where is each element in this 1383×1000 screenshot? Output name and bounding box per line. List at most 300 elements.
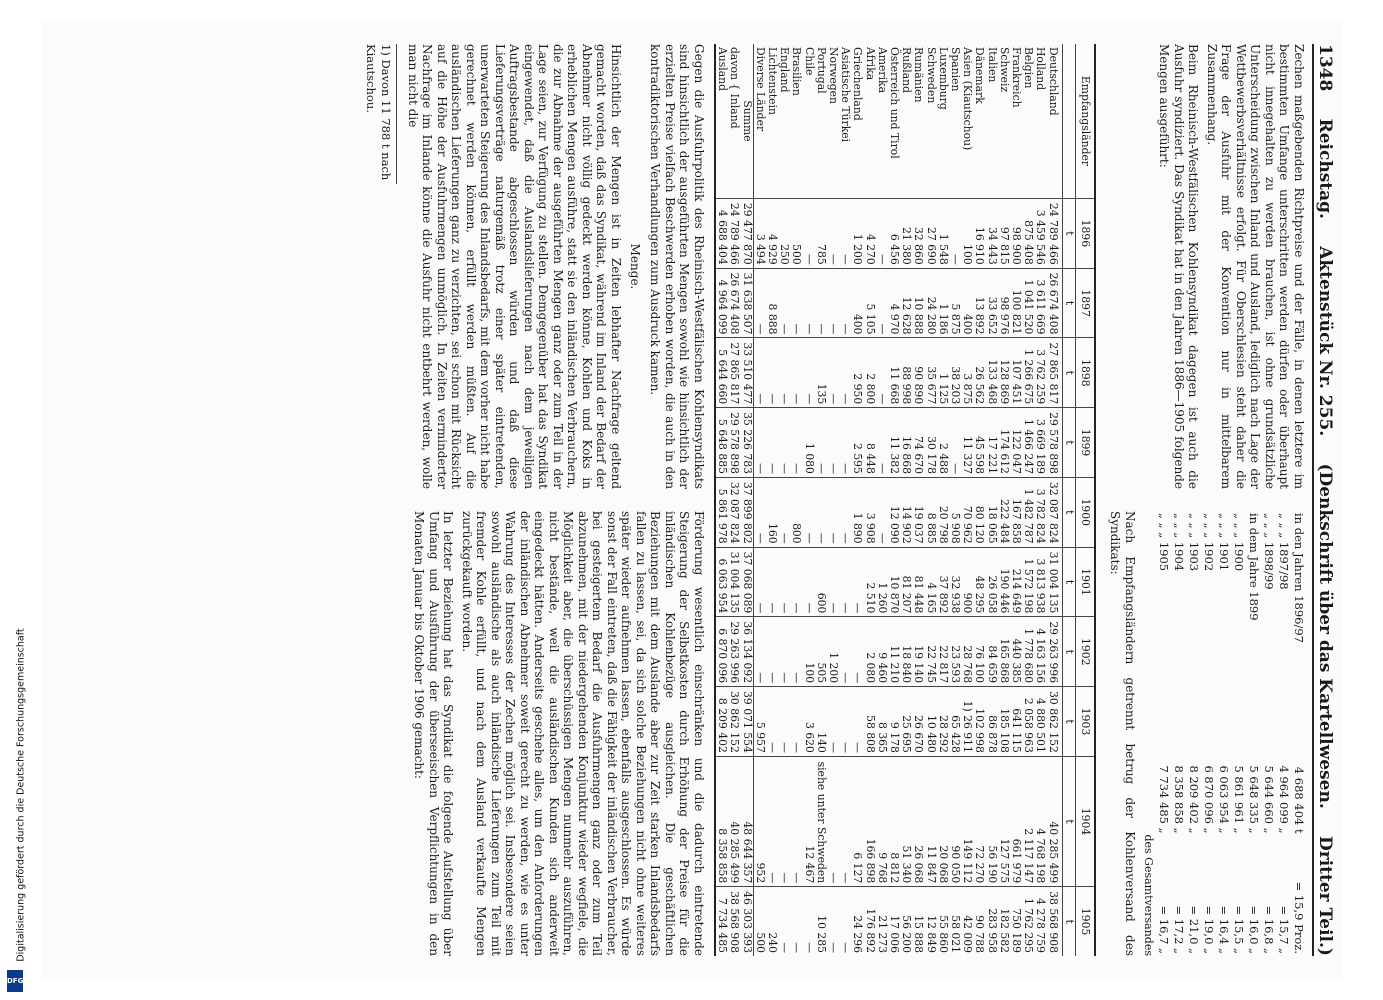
- column-header-year: 1897: [1075, 268, 1095, 338]
- row-label: Chile: [802, 47, 816, 76]
- column-header-year: 1898: [1075, 338, 1095, 408]
- table-cell: 12 090: [887, 477, 899, 547]
- table-row: [826, 44, 838, 956]
- table-cell: 2 800: [863, 338, 875, 408]
- table-cell: 22 817: [936, 617, 948, 687]
- table-cell: —: [826, 477, 838, 547]
- table-cell: 90 050: [948, 756, 960, 886]
- column-header-year: 1900: [1075, 477, 1095, 547]
- table-row: [973, 44, 985, 956]
- body-right-column: [363, 511, 706, 956]
- table-cell: —: [826, 338, 838, 408]
- export-stat-share: = 16,8 „: [1261, 905, 1276, 954]
- table-cell: 58 021: [948, 887, 960, 956]
- unit-cell: t: [1062, 477, 1075, 547]
- table-row: [985, 44, 997, 956]
- table-cell: 4 270: [863, 199, 875, 269]
- table-cell: 4 278 759: [1034, 887, 1046, 956]
- export-stat-amount: 8 358 858 „: [1171, 765, 1186, 834]
- table-cell: 17 006: [887, 887, 899, 956]
- table-cell: 24 789 466: [1046, 199, 1062, 269]
- table-row: [936, 44, 948, 956]
- table-cell: 4 964 099: [714, 268, 727, 338]
- table-cell: 4 970: [887, 268, 899, 338]
- table-cell: 15 888: [912, 887, 924, 956]
- table-cell: —: [838, 199, 850, 269]
- davon-label: davon: [727, 47, 741, 80]
- header-subject: (Denkschrift über das Kartellwesen.: [1314, 463, 1335, 809]
- table-cell: 39 071 554: [740, 687, 753, 757]
- table-cell: 72 270: [973, 756, 985, 886]
- export-stat-share: = 16,0 „: [1246, 905, 1261, 954]
- table-cell: 1 266 675: [1021, 338, 1033, 408]
- rotated-page: [42, 20, 1342, 980]
- row-label: Lichtenstein: [765, 47, 779, 115]
- table-cell: 875 408: [1021, 199, 1033, 269]
- table-cell: 176 892: [863, 887, 875, 956]
- intro-right-column: [1104, 511, 1306, 956]
- body-paragraph-4: In letzter Beziehung hat das Syndikat die folgende Aufstellung über Umfang und Ausführung der überseeischen Verpflichtungen in den Monaten Januar bis Oktober 1906 gemacht:: [411, 511, 455, 956]
- table-cell: 185 108: [997, 687, 1009, 757]
- table-cell: 23 593: [948, 617, 960, 687]
- table-cell: 167 858: [1009, 477, 1021, 547]
- table-cell: 10 888: [912, 268, 924, 338]
- table-cell: 30 862 152: [1046, 687, 1062, 757]
- table-cell: 3 459 546: [1034, 199, 1046, 269]
- table-cell: 32 087 824: [1046, 477, 1062, 547]
- table-cell: 17 221: [985, 408, 997, 478]
- table-cell: —: [777, 408, 789, 478]
- table-row: [1046, 44, 1062, 956]
- table-cell: —: [875, 338, 887, 408]
- table-cell: 36 134 092: [740, 617, 753, 687]
- table-cell: —: [814, 408, 826, 478]
- table-cell: 107 451: [1009, 338, 1021, 408]
- export-stat-row: [1186, 511, 1201, 956]
- table-cell: 2 595: [851, 408, 863, 478]
- export-stat-amount: 5 648 335 „: [1246, 765, 1261, 834]
- export-stat-period: „ „ „ 1901: [1216, 513, 1231, 572]
- export-stat-row: [1276, 511, 1291, 956]
- intro-columns: [1104, 44, 1306, 956]
- table-cell: 2 488: [936, 408, 948, 478]
- table-cell: 28 292: [936, 687, 948, 757]
- table-cell: 11 327: [960, 408, 972, 478]
- table-cell: 6 063 954: [714, 547, 727, 617]
- table-cell: 11 382: [887, 408, 899, 478]
- table-cell: —: [765, 547, 777, 617]
- table-cell: 12 628: [899, 268, 911, 338]
- table-cell: 166 898: [863, 756, 875, 886]
- table-cell: —: [826, 756, 838, 886]
- table-cell: 26 562: [973, 338, 985, 408]
- row-label: Diverse Länder: [753, 47, 767, 132]
- table-cell: 27 865 817: [1046, 338, 1062, 408]
- table-cell: 45 598: [973, 408, 985, 478]
- row-label: Ausland: [715, 47, 729, 92]
- table-cell: —: [802, 199, 814, 269]
- table-cell: —: [838, 887, 850, 956]
- column-header-year: 1903: [1075, 687, 1095, 757]
- table-cell: 3 875: [960, 338, 972, 408]
- table-cell: 1 572 198: [1021, 547, 1033, 617]
- table-cell: 128 869: [997, 338, 1009, 408]
- table-cell: 500: [790, 199, 802, 269]
- table-cell: 600: [814, 547, 826, 617]
- column-header-year: 1905: [1075, 887, 1095, 956]
- table-cell: 1 778 680: [1021, 617, 1033, 687]
- table-cell: 37 892: [936, 547, 948, 617]
- ausland-row: [714, 44, 727, 956]
- table-cell: —: [948, 408, 960, 478]
- unit-cell: t: [1062, 408, 1075, 478]
- table-cell: 21 273: [875, 887, 887, 956]
- export-stat-period: „ „ „ 1905: [1156, 513, 1171, 572]
- table-cell: 30 178: [924, 408, 936, 478]
- inland-row: [728, 44, 740, 956]
- table-cell: 5 861 978: [714, 477, 727, 547]
- unit-row: [1062, 44, 1075, 956]
- table-cell: 174 612: [997, 408, 1009, 478]
- table-cell: 31 638 507: [740, 268, 753, 338]
- table-cell: 1 200: [851, 199, 863, 269]
- table-cell: 214 649: [1009, 547, 1021, 617]
- table-cell: 18 065: [985, 477, 997, 547]
- table-cell: 149 112: [960, 756, 972, 886]
- table-cell: —: [838, 408, 850, 478]
- table-cell: —: [777, 687, 789, 757]
- table-cell: 8 448: [863, 408, 875, 478]
- table-cell: 24 789 466: [728, 199, 740, 269]
- table-cell: 5 957: [753, 687, 766, 757]
- export-stat-share: = 16,7 „: [1156, 905, 1171, 954]
- table-cell: —: [790, 687, 802, 757]
- table-cell: 785: [814, 199, 826, 269]
- table-cell: 8 885: [924, 477, 936, 547]
- table-cell: 29 477 870: [740, 199, 753, 269]
- export-stat-share: = 16,4 „: [1216, 905, 1231, 954]
- table-cell: —: [838, 477, 850, 547]
- table-cell: 440 385: [1009, 617, 1021, 687]
- export-stat-row: [1156, 511, 1171, 956]
- table-cell: 133 468: [985, 338, 997, 408]
- export-stat-row: [1216, 511, 1231, 956]
- table-cell: —: [802, 547, 814, 617]
- table-row: [1021, 44, 1033, 956]
- table-cell: 135: [814, 338, 826, 408]
- table-row: [814, 44, 826, 956]
- table-cell: —: [838, 547, 850, 617]
- table-cell: 32 087 824: [728, 477, 740, 547]
- table-row: [1034, 44, 1046, 956]
- table-cell: —: [802, 338, 814, 408]
- footnote: 1) Davon 11 788 t nach Kiautschou.: [363, 44, 397, 184]
- table-row: [1009, 44, 1021, 956]
- body-paragraph-1: Gegen die Ausfuhrpolitik des Rheinisch-Westfälischen Kohlensyndikats sind hinsichtlich der ausgeführten Mengen sowohl wie hinsichtlich der erzielten Preise vielfach Beschwerden erhoben worden, die auch in den kontradiktorischen Verhandlungen zum Ausdruck kamen.: [647, 44, 706, 489]
- export-stat-period: „ „ „ 1903: [1186, 513, 1201, 572]
- unit-cell: t: [1062, 338, 1075, 408]
- table-cell: 81 207: [899, 547, 911, 617]
- table-cell: 1 260: [875, 547, 887, 617]
- column-header-year: 1904: [1075, 756, 1095, 886]
- table-cell: 29 578 898: [728, 408, 740, 478]
- table-cell: 4 768 198: [1034, 756, 1046, 886]
- table-cell: 98 900: [1009, 199, 1021, 269]
- table-cell: 14 902: [899, 477, 911, 547]
- intro-paragraph-2: Beim Rheinisch-Westfälischen Kohlensyndikat dagegen ist auch die Ausfuhr syndiziert. Das Syndikat hat in den Jahren 1886—1905 folgende Mengen ausgeführt:: [1157, 44, 1200, 489]
- table-cell: —: [826, 268, 838, 338]
- table-cell: 8 888: [765, 268, 777, 338]
- row-label: Holland: [1033, 47, 1047, 91]
- digitization-credit: [14, 600, 28, 990]
- table-cell: 90 788: [973, 887, 985, 956]
- table-cell: —: [826, 199, 838, 269]
- table-cell: 35 226 783: [740, 408, 753, 478]
- unit-row-spacer: [1062, 44, 1075, 199]
- table-cell: —: [814, 477, 826, 547]
- table-cell: 500: [753, 887, 766, 956]
- intro-paragraph-1: Zechen maßgebenden Richtpreise und der Fälle, in denen letztere im bestimmten Umfange unterschritten werden dürfen oder überhaupt nicht innegehalten zu werden brauchen, ist ohne grundsätzliche Unterscheidung zwischen Inland und Ausland, lediglich nach Lage der Wettbewerbsverhältnisse erfolgt. Für Oberschlesien steht daher die Frage der Ausfuhr mit der Konvention nur in mittelbarem Zusammenhang.: [1204, 44, 1306, 489]
- table-cell: —: [777, 617, 789, 687]
- row-label: Asien (Kiautschou): [960, 47, 974, 151]
- table-cell: 661 979: [1009, 756, 1021, 886]
- document-page: [62, 44, 1335, 956]
- body-left-column: [363, 44, 706, 489]
- table-cell: 3 782 824: [1034, 477, 1046, 547]
- table-cell: 37 068 089: [740, 547, 753, 617]
- table-cell: —: [826, 408, 838, 478]
- table-cell: 35 677: [924, 338, 936, 408]
- row-label: Italien: [985, 47, 999, 83]
- table-cell: —: [777, 338, 789, 408]
- table-cell: 13 892: [973, 268, 985, 338]
- export-stat-amount: 6 870 096 „: [1201, 765, 1216, 834]
- table-cell: 1) 26 911: [960, 687, 972, 757]
- table-cell: 31 004 135: [728, 547, 740, 617]
- running-header: [1312, 44, 1335, 956]
- export-stat-amount: 7 734 485 „: [1156, 765, 1171, 834]
- export-stats-table: [1156, 511, 1306, 956]
- table-cell: —: [814, 268, 826, 338]
- table-cell: 90 890: [912, 338, 924, 408]
- column-header-year: 1902: [1075, 617, 1095, 687]
- table-cell: 38 568 908: [728, 887, 740, 956]
- table-cell: 58 808: [863, 687, 875, 757]
- table-cell: —: [765, 687, 777, 757]
- table-cell: 10 480: [924, 687, 936, 757]
- row-label: Belgien: [1021, 47, 1035, 89]
- table-cell: 2 950: [851, 338, 863, 408]
- row-label: Luxemburg: [936, 47, 950, 110]
- table-cell: 32 938: [948, 547, 960, 617]
- table-cell: 750 189: [1009, 887, 1021, 956]
- brace-label: des Gesamtversandes: [1141, 834, 1155, 956]
- export-stat-row: [1246, 511, 1261, 956]
- dfg-logo-icon: DFG: [7, 970, 23, 992]
- export-stat-share: = 21,0 „: [1186, 905, 1201, 954]
- table-cell: 19 140: [912, 617, 924, 687]
- table-cell: 11 210: [887, 617, 899, 687]
- table-cell: 25 695: [899, 687, 911, 757]
- table-cell: —: [753, 408, 766, 478]
- table-cell: 1 466 247: [1021, 408, 1033, 478]
- table-cell: —: [875, 199, 887, 269]
- table-cell: 76 100: [973, 617, 985, 687]
- table-cell: 283 958: [985, 887, 997, 956]
- table-cell: —: [753, 268, 766, 338]
- table-cell: —: [838, 617, 850, 687]
- table-cell: 165 868: [997, 617, 1009, 687]
- export-stat-period: in dem Jahre 1899: [1246, 513, 1261, 621]
- table-cell: 641 115: [1009, 687, 1021, 757]
- table-cell: —: [777, 547, 789, 617]
- table-cell: 1 080: [802, 408, 814, 478]
- table-row: [777, 44, 789, 956]
- table-cell: 100: [960, 199, 972, 269]
- export-stat-amount: 8 209 402 „: [1186, 765, 1201, 834]
- table-cell: —: [765, 617, 777, 687]
- table-cell: —: [790, 338, 802, 408]
- table-cell: 100 821: [1009, 268, 1021, 338]
- export-stat-period: „ „ „ 1902: [1201, 513, 1216, 572]
- table-cell: 400: [851, 268, 863, 338]
- table-cell: 182 582: [997, 887, 1009, 956]
- table-row: [765, 44, 777, 956]
- export-stat-row: [1171, 511, 1186, 956]
- table-cell: 1 890: [851, 477, 863, 547]
- table-cell: —: [753, 547, 766, 617]
- export-stat-row: [1231, 511, 1246, 956]
- table-cell: 38 568 908: [1046, 887, 1062, 956]
- table-cell: 29 263 996: [728, 617, 740, 687]
- table-cell: 97 815: [997, 199, 1009, 269]
- table-cell: 26 670: [912, 687, 924, 757]
- table-cell: 9 178: [887, 687, 899, 757]
- row-label: Norwegen: [826, 47, 840, 104]
- export-stat-period: „ „ „ 1904: [1171, 513, 1186, 572]
- table-cell: 26 674 408: [728, 268, 740, 338]
- table-cell: 56 200: [899, 887, 911, 956]
- table-cell: 30 862 152: [728, 687, 740, 757]
- table-cell: —: [777, 756, 789, 886]
- table-cell: —: [790, 268, 802, 338]
- table-cell: 800: [790, 477, 802, 547]
- table-cell: 24 280: [924, 268, 936, 338]
- table-cell: 38 203: [948, 338, 960, 408]
- table-cell: 9 460: [875, 617, 887, 687]
- table-cell: —: [753, 477, 766, 547]
- table-cell: 16 910: [973, 199, 985, 269]
- table-cell: 122 047: [1009, 408, 1021, 478]
- body-paragraph-2: Hinsichtlich der Mengen ist in Zeiten lebhafter Nachfrage geltend gemacht worden, daß das Syndikat, während im Inland der Bedarf der Abnehmer nicht völlig gedeckt werden könne, Kohlen und Koks in erheblichen Mengen ausführe, statt sie den inländischen Verbrauchern, die zur Abnahme der ausgeführten Mengen ganz oder zum Teil in der Lage seien, zur Verfügung zu stellen. Demgegenüber hat das Syndikat eingewendet, daß die Auslandslieferungen nach dem jeweiligen Auftragsbestande abgeschlossen würden und daß diese Lieferungsverträge naturgemäß trotz einer später eintretenden, unerwarteten Steigerung des Inlandsbedarfs, mit dem vorher nicht habe gerechnet werden können, erfüllt werden müßten. Auf die ausländischen Lieferungen ganz zu verzichten, sei schon mit Rücksicht auf die Höhe der Ausfuhrmengen unmöglich. In Zeiten verminderter Nachfrage im Inlande könne die Ausfuhr nicht entbehrt werden, wolle man nicht die: [405, 44, 623, 489]
- row-label: Amerika: [875, 47, 889, 94]
- table-cell: —: [838, 268, 850, 338]
- table-cell: 3 611 669: [1034, 268, 1046, 338]
- table-row: [802, 44, 814, 956]
- table-cell: 8 812: [887, 756, 899, 886]
- table-cell: 6 870 096: [714, 617, 727, 687]
- export-stat-share: = 19,0 „: [1201, 905, 1216, 954]
- table-cell: 12 467: [802, 756, 814, 886]
- table-cell: 6 456: [887, 199, 899, 269]
- table-cell: 80 120: [973, 477, 985, 547]
- row-label: Afrika: [863, 47, 877, 81]
- table-cell: —: [777, 887, 789, 956]
- table-cell: 250: [777, 199, 789, 269]
- table-cell: —: [875, 268, 887, 338]
- row-label: Asiatische Türkei: [838, 47, 852, 143]
- table-row: [997, 44, 1009, 956]
- table-cell: 5 648 885: [714, 408, 727, 478]
- unit-cell: t: [1062, 199, 1075, 269]
- table-cell: 55 860: [936, 887, 948, 956]
- column-header-year: 1896: [1075, 199, 1095, 269]
- table-cell: 84 659: [985, 617, 997, 687]
- row-label: Schweiz: [997, 47, 1011, 93]
- table-cell: 4 929: [765, 199, 777, 269]
- table-row: [924, 44, 936, 956]
- row-label: davon { Inland: [727, 47, 741, 129]
- table-cell: —: [875, 477, 887, 547]
- row-label-text: Inland: [727, 93, 741, 129]
- table-cell: 160: [765, 477, 777, 547]
- unit-cell: t: [1062, 617, 1075, 687]
- table-cell: —: [838, 687, 850, 757]
- table-cell: 42 009: [960, 887, 972, 956]
- table-cell: 9 768: [875, 756, 887, 886]
- export-stat-period: „ „ „ 1900: [1231, 513, 1246, 572]
- table-cell: 26 058: [985, 547, 997, 617]
- row-label: Rußland: [899, 47, 913, 94]
- table-cell: 16 868: [899, 408, 911, 478]
- row-label: Rumänien: [911, 47, 925, 103]
- table-cell: 5 908: [948, 477, 960, 547]
- table-header-row: [1075, 44, 1095, 956]
- table-cell: 86 878: [985, 687, 997, 757]
- table-cell: —: [790, 547, 802, 617]
- table-cell: 2 058 963: [1021, 687, 1033, 757]
- table-cell: 65 428: [948, 687, 960, 757]
- table-cell: 20 798: [936, 477, 948, 547]
- page-number: 1348: [1314, 44, 1335, 92]
- table-cell: 8 358 858: [714, 756, 727, 886]
- table-cell: 19 037: [912, 477, 924, 547]
- table-cell: 505: [814, 617, 826, 687]
- table-row: [960, 44, 972, 956]
- row-label: Deutschland: [1046, 47, 1060, 116]
- table-row: [899, 44, 911, 956]
- table-cell: 10 285: [814, 887, 826, 956]
- table-cell: 26 068: [912, 756, 924, 886]
- table-cell: 70 962: [960, 477, 972, 547]
- table-cell: 22 745: [924, 617, 936, 687]
- credit-text: Digitalisierung gefördert durch die Deutsche Forschungsgemeinschaft: [15, 628, 27, 962]
- header-document: Aktenstück Nr. 255.: [1314, 246, 1335, 437]
- table-row: [753, 44, 766, 956]
- table-cell: 4 688 404: [714, 199, 727, 269]
- table-cell: 3 813 938: [1034, 547, 1046, 617]
- table-cell: —: [838, 338, 850, 408]
- export-stat-row: [1201, 511, 1216, 956]
- table-cell: —: [753, 617, 766, 687]
- unit-cell: t: [1062, 756, 1075, 886]
- sum-row: [740, 44, 753, 956]
- row-label: Griechenland: [850, 47, 864, 121]
- table-row: [838, 44, 850, 956]
- table-cell: 37 899 802: [740, 477, 753, 547]
- column-header-year: 1901: [1075, 547, 1095, 617]
- table-cell: —: [826, 687, 838, 757]
